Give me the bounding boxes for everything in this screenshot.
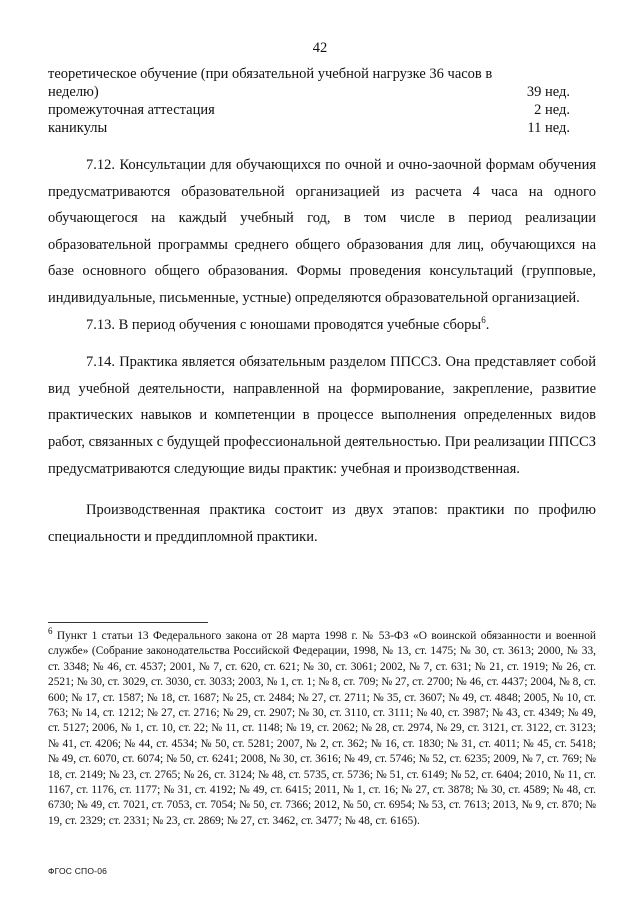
schedule-label: промежуточная аттестация [48, 102, 215, 118]
footnote-reference[interactable]: 6 [481, 314, 486, 325]
schedule-duration: 2 нед. [534, 102, 570, 118]
paragraph-7-13-end: . [485, 316, 490, 333]
schedule-label: теоретическое обучение (при обязательной учебной нагрузке 36 часов в неделю) [48, 66, 493, 100]
schedule-row [48, 119, 570, 137]
schedule-label: каникулы [48, 120, 108, 136]
paragraph-7-13 [48, 312, 596, 339]
study-schedule [48, 65, 570, 137]
paragraph-7-13-text: 7.13. В период обучения с юношами проводятся учебные сборы [86, 316, 482, 333]
paragraph-7-12: 7.12. Консультации для обучающихся по очной и очно-заочной формам обучения предусматриваются образовательной организацией из расчета 4 часа на одного обучающегося на каждый учебный год, в том числе в период реализации образовательной программы среднего общего образования для лиц, обучающихся на базе основного общего образования. Формы проведения консультаций (групповые, индивидуальные, письменные, устные) определяются образовательной организацией. [48, 157, 596, 306]
footnote-marker: 6 [48, 626, 53, 637]
body-text [48, 152, 596, 550]
footnote-paragraph [48, 626, 596, 829]
paragraph-7-14: 7.14. Практика является обязательным разделом ППССЗ. Она представляет собой вид учебной деятельности, направленной на формирование, закрепление, развитие практических навыков и компетенции в процессе выполнения определенных видов работ, связанных с будущей профессиональной деятельностью. При реализации ППССЗ предусматриваются следующие виды практик: учебная и производственная. [48, 354, 596, 477]
schedule-row [48, 65, 570, 101]
page-number: 42 [312, 40, 328, 56]
footnote-separator [48, 622, 208, 623]
footnote [48, 626, 596, 829]
schedule-duration: 11 нед. [527, 120, 570, 136]
schedule-duration: 39 нед. [526, 84, 570, 100]
footnote-text: Пункт 1 статьи 13 Федерального закона от 28 марта 1998 г. № 53-ФЗ «О воинской обязанности и военной службе» (Собрание законодательства Российской Федерации, 1998, № 13, ст. 1475; № 30, ст. 3613; 2000, № 33, ст. 3348; № 46, ст. 4537; 2001, № 7, ст. 620, ст. 621; № 30, ст. 3061; 2002, № 7, ст. 631; № 21, ст. 1919; № 26, ст. 2521; № 30, ст. 3029, ст. 3030, ст. 3033; 2003, № 1, ст. 1; № 8, ст. 709; № 27, ст. 2700; № 46, ст. 4437; 2004, № 8, ст. 600; № 17, ст. 1587; № 18, ст. 1687; № 25, ст. 2484; № 27, ст. 2711; № 35, ст. 3607; № 49, ст. 4848; 2005, № 10, ст. 763; № 14, ст. 1212; № 27, ст. 2716; № 29, ст. 2907; № 30, ст. 3110, ст. 3111; № 40, ст. 3987; № 43, ст. 4349; № 49, ст. 5127; 2006, № 1, ст. 10, ст. 22; № 11, ст. 1148; № 19, ст. 2062; № 28, ст. 2974, № 29, ст. 3121, ст. 3122, ст. 3123; № 41, ст. 4206; № 44, ст. 4534; № 50, ст. 5281; 2007, № 2, ст. 362; № 16, ст. 1830; № 31, ст. 4011; № 45, ст. 5418; № 49, ст. 6070, ст. 6074; № 50, ст. 6241; 2008, № 30, ст. 3616; № 49, ст. 5746; № 52, ст. 6235; 2009, № 7, ст. 769; № 18, ст. 2149; № 23, ст. 2765; № 26, ст. 3124; № 48, ст. 5735, ст. 5736; № 51, ст. 6149; № 52, ст. 6404; 2010, № 11, ст. 1167, ст. 1176, ст. 1177; № 31, ст. 4192; № 49, ст. 6415; 2011, № 1, ст. 16; № 27, ст. 3878; № 30, ст. 4589; № 48, ст. 6730; № 49, ст. 7021, ст. 7053, ст. 7054; № 50, ст. 7366; 2012, № 50, ст. 6954; № 53, ст. 7613; 2013, № 9, ст. 870; № 19, ст. 2329; ст. 2331; № 23, ст. 2869; № 27, ст. 3462, ст. 3477; № 48, ст. 6165). [48, 630, 596, 827]
document-code: ФГОС СПО-06 [48, 866, 108, 876]
schedule-row [48, 101, 570, 119]
paragraph-practice: Производственная практика состоит из двух этапов: практики по профилю специальности и преддипломной практики. [48, 502, 596, 545]
